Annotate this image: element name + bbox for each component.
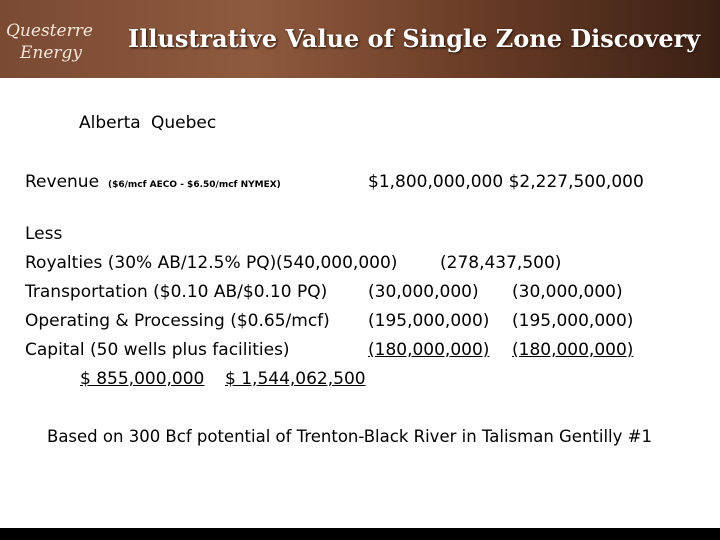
- row-pq-royalties: (278,437,500): [440, 253, 562, 273]
- revenue-values: $1,800,000,000 $2,227,500,000: [368, 172, 644, 192]
- logo-line2: Energy: [20, 43, 83, 63]
- row-ab-operating: (195,000,000): [368, 311, 490, 331]
- column-header-alberta: Alberta: [79, 113, 141, 133]
- revenue-note: ($6/mcf AECO - $6.50/mcf NYMEX): [108, 180, 281, 190]
- bottom-bar: [0, 528, 720, 540]
- slide-header: [0, 0, 720, 78]
- total-alberta: $ 855,000,000: [80, 369, 205, 389]
- row-ab-transportation: (30,000,000): [368, 282, 479, 302]
- less-label: Less: [25, 224, 63, 244]
- row-label-transportation: Transportation ($0.10 AB/$0.10 PQ): [25, 282, 328, 302]
- footnote: Based on 300 Bcf potential of Trenton-Black River in Talisman Gentilly #1: [47, 427, 652, 446]
- logo-line1: Questerre: [6, 21, 93, 41]
- total-quebec: $ 1,544,062,500: [225, 369, 366, 389]
- row-ab-capital: (180,000,000): [368, 340, 490, 360]
- page-title: Illustrative Value of Single Zone Discovery: [128, 24, 701, 53]
- row-ab-royalties: (540,000,000): [276, 253, 398, 273]
- column-header-quebec: Quebec: [151, 113, 217, 133]
- row-pq-operating: (195,000,000): [512, 311, 634, 331]
- row-pq-capital: (180,000,000): [512, 340, 634, 360]
- row-pq-transportation: (30,000,000): [512, 282, 623, 302]
- row-label-capital: Capital (50 wells plus facilities): [25, 340, 290, 360]
- row-label-operating: Operating & Processing ($0.65/mcf): [25, 311, 330, 331]
- row-label-royalties: Royalties (30% AB/12.5% PQ): [25, 253, 277, 273]
- questerre-logo: [2, 6, 102, 72]
- revenue-label: Revenue: [25, 172, 100, 192]
